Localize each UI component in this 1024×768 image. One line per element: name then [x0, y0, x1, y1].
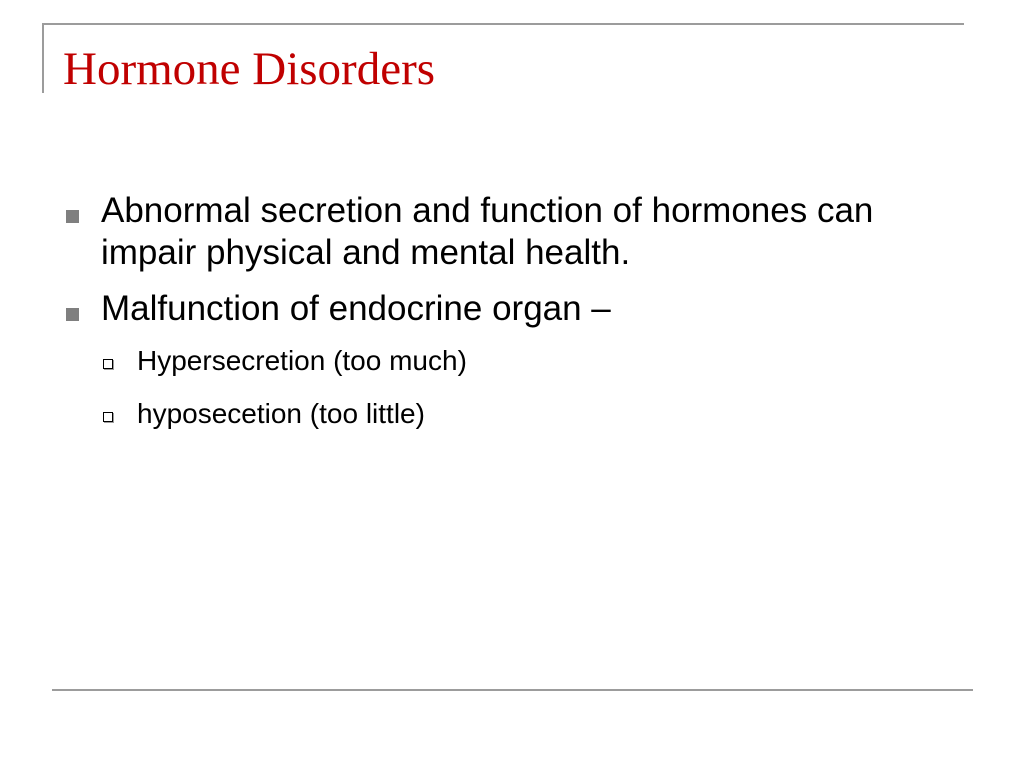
- bullet-item: [66, 190, 976, 274]
- sub-bullet-item: [66, 344, 976, 378]
- frame-left-rule: [42, 23, 44, 93]
- bullet-text: Abnormal secretion and function of hormones can impair physical and mental health.: [101, 191, 874, 272]
- slide-title: Hormone Disorders: [63, 43, 436, 95]
- hollow-square-bullet-icon: [103, 359, 113, 369]
- filled-square-bullet-icon: [66, 210, 79, 223]
- sub-bullet-item: [66, 397, 976, 431]
- footer-rule: [52, 689, 973, 691]
- sub-bullet-text: Hypersecretion (too much): [137, 345, 467, 376]
- filled-square-bullet-icon: [66, 308, 79, 321]
- frame-top-rule: [42, 23, 964, 25]
- sub-bullet-text: hyposecetion (too little): [137, 397, 425, 429]
- slide-content: [66, 190, 976, 449]
- hollow-square-bullet-icon: [103, 412, 113, 422]
- bullet-text: Malfunction of endocrine organ –: [101, 289, 611, 328]
- bullet-item: [66, 288, 976, 330]
